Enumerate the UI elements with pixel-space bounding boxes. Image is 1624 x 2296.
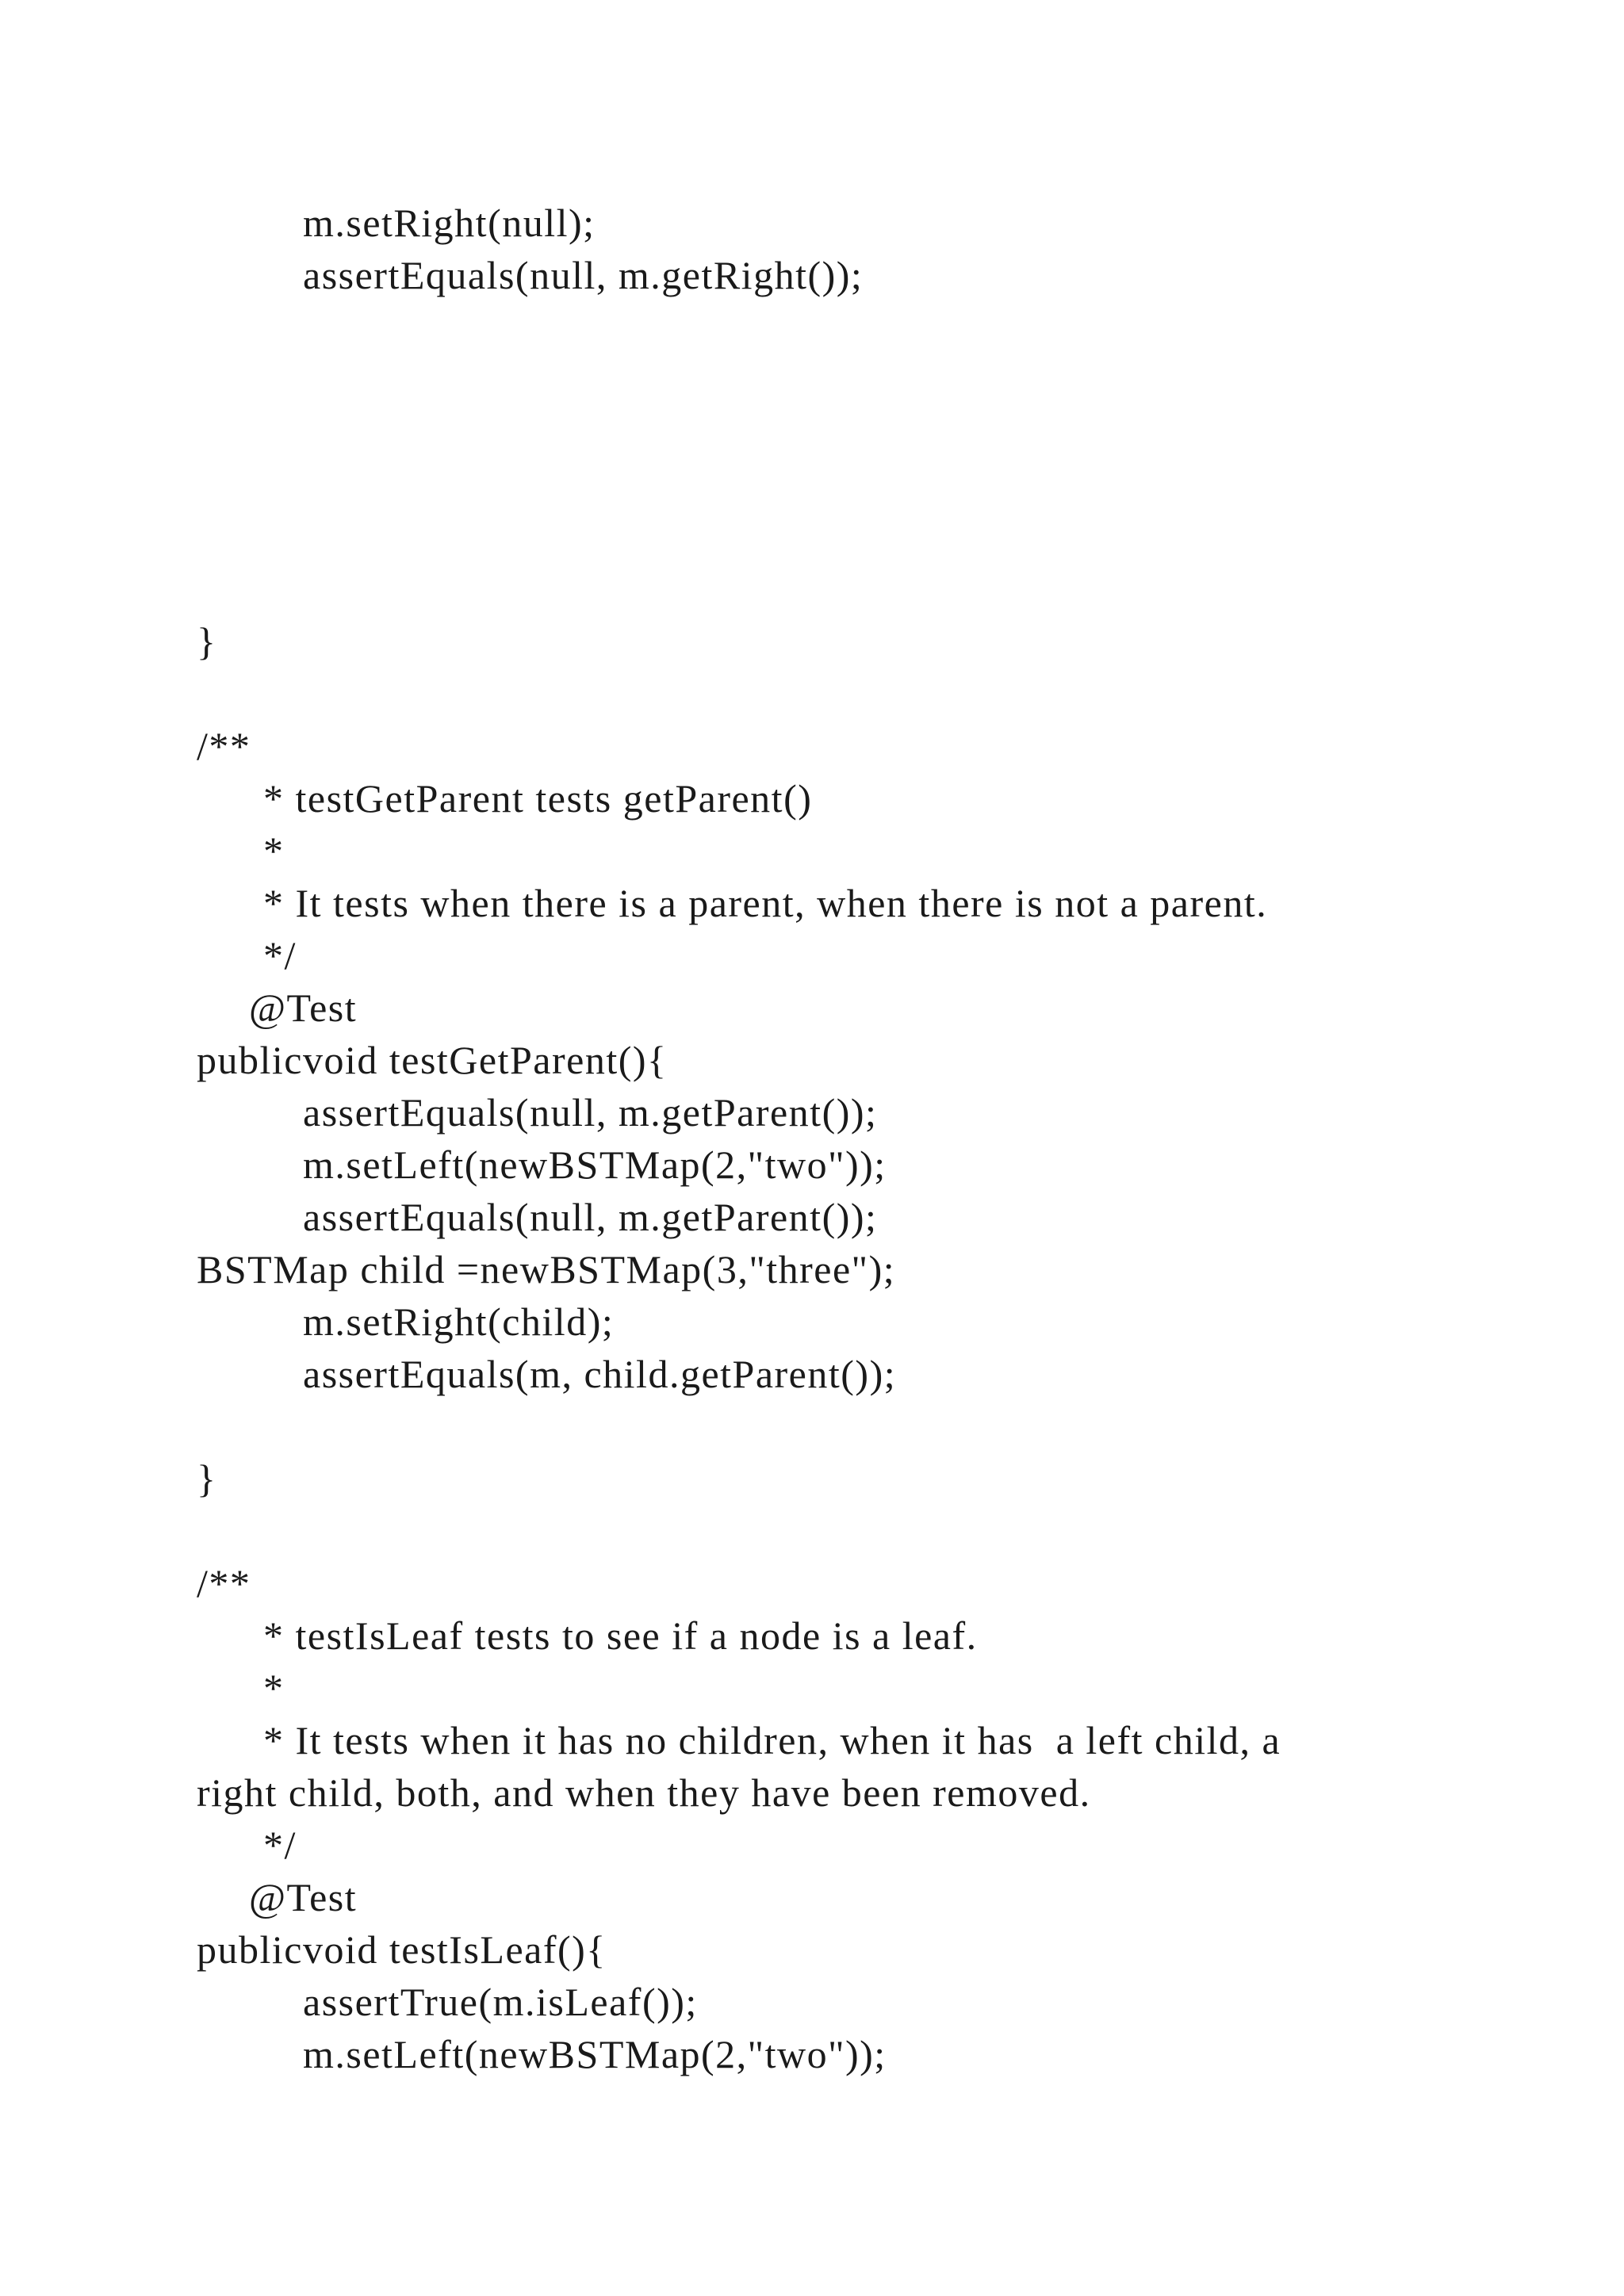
comment-line: /** (197, 724, 251, 768)
comment-line: * (263, 828, 285, 873)
comment-line: */ (263, 1823, 297, 1867)
code-line: assertEquals(null, m.getParent()); (303, 1090, 878, 1135)
code-line: m.setRight(child); (303, 1299, 615, 1344)
code-line: publicvoid testIsLeaf(){ (197, 1927, 607, 1972)
code-line: } (197, 1456, 217, 1501)
code-line: assertTrue(m.isLeaf()); (303, 1980, 698, 2024)
annotation-line: @Test (249, 1875, 358, 1919)
comment-line: * testGetParent tests getParent() (263, 776, 813, 821)
code-line: m.setLeft(newBSTMap(2,"two")); (303, 2032, 887, 2076)
code-line: } (197, 619, 217, 664)
comment-line: * testIsLeaf tests to see if a node is a leaf. (263, 1613, 978, 1658)
comment-line: /** (197, 1561, 251, 1605)
comment-line: right child, both, and when they have been removed. (197, 1770, 1091, 1815)
code-line: assertEquals(null, m.getRight()); (303, 253, 864, 297)
comment-line: * It tests when it has no children, when it has a left child, a (263, 1718, 1281, 1762)
code-line: m.setLeft(newBSTMap(2,"two")); (303, 1142, 887, 1187)
code-line: assertEquals(m, child.getParent()); (303, 1352, 897, 1396)
code-line: publicvoid testGetParent(){ (197, 1038, 668, 1082)
comment-line: */ (263, 933, 297, 978)
comment-line: * It tests when there is a parent, when there is not a parent. (263, 881, 1268, 925)
annotation-line: @Test (249, 985, 358, 1030)
code-line: assertEquals(null, m.getParent()); (303, 1195, 878, 1239)
comment-line: * (263, 1666, 285, 1710)
code-line: m.setRight(null); (303, 201, 596, 245)
code-line: BSTMap child =newBSTMap(3,"three"); (197, 1247, 896, 1292)
